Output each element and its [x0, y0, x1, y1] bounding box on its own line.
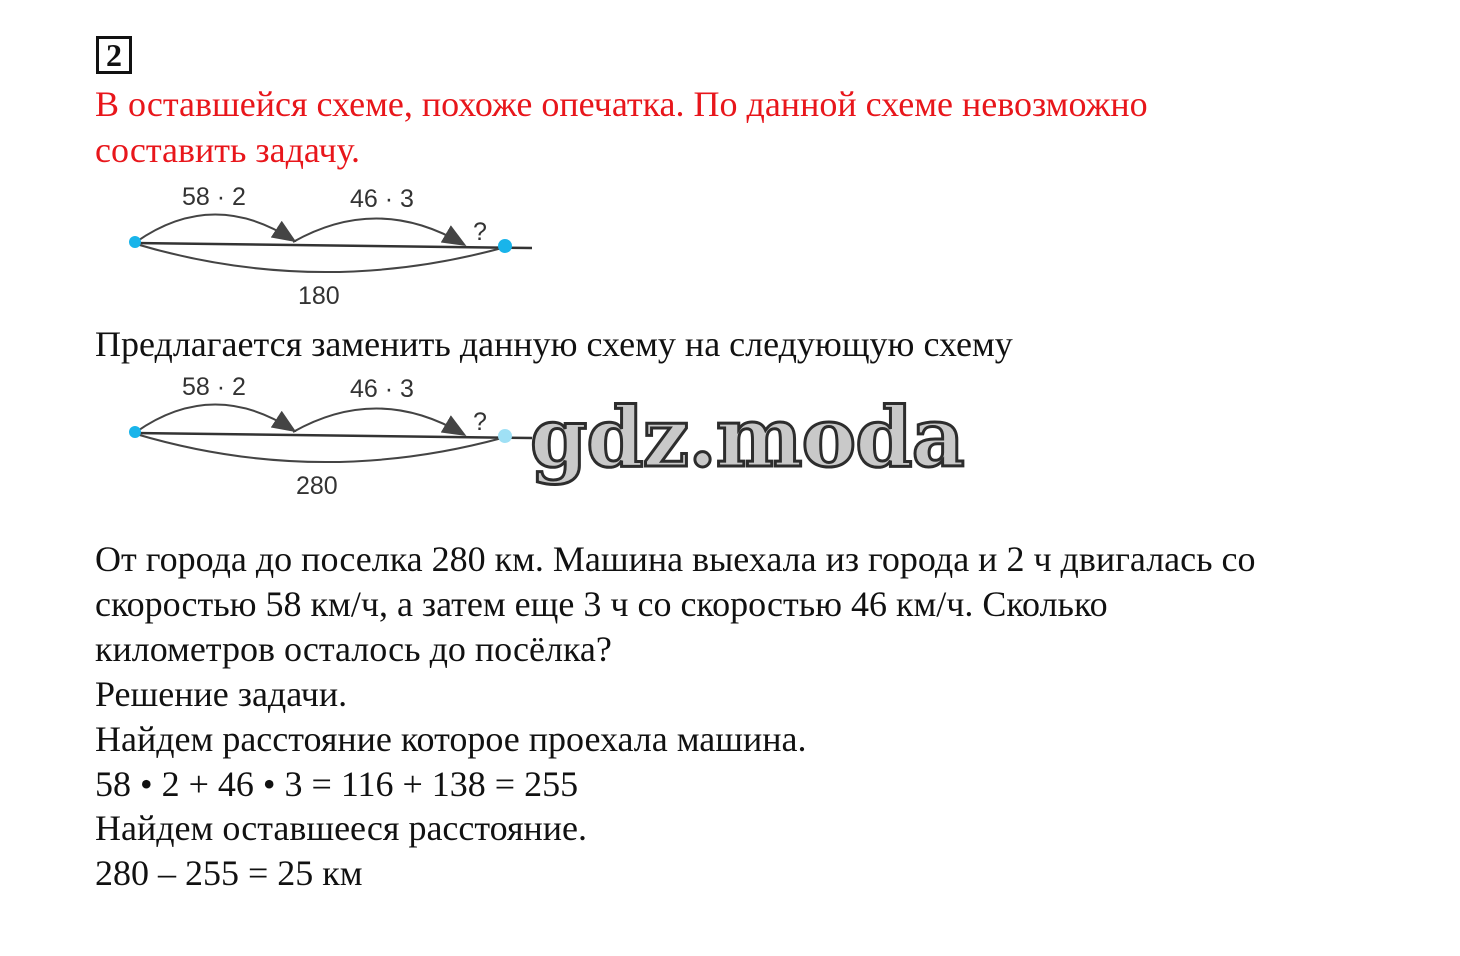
- scheme-proposed-label-2: 46 · 3: [350, 375, 414, 403]
- solution-calc-1: 58 • 2 + 46 • 3 = 116 + 138 = 255: [95, 764, 579, 804]
- note-line-1: В оставшейся схеме, похоже опечатка. По данной схеме невозможно: [95, 84, 1148, 124]
- scheme-original-arc-1: [136, 214, 293, 242]
- scheme-original-total: 180: [298, 282, 340, 310]
- scheme-proposed-start-dot: [129, 426, 141, 438]
- scheme-original: [118, 178, 548, 318]
- scheme-original-arc-2: [293, 218, 463, 244]
- scheme-original-start-dot: [129, 236, 141, 248]
- solution-heading: Решение задачи.: [95, 674, 348, 714]
- problem-line-2: скоростью 58 км/ч, а затем еще 3 ч со скоростью 46 км/ч. Сколько: [95, 584, 1108, 624]
- scheme-proposed-label-1: 58 · 2: [182, 373, 246, 401]
- scheme-original-end-dot: [498, 239, 512, 253]
- scheme-proposed-end-dot: [498, 429, 512, 443]
- scheme-original-label-2: 46 · 3: [350, 185, 414, 213]
- solution-step-1: Найдем расстояние которое проехала машина.: [95, 719, 807, 759]
- scheme-proposed-arc-2: [293, 408, 463, 434]
- task-number-box: 2: [96, 36, 132, 74]
- scheme-original-total-arc: [136, 244, 502, 272]
- scheme-proposed-unknown: ?: [473, 408, 487, 436]
- problem-line-3: километров осталось до посёлка?: [95, 629, 612, 669]
- scheme-proposed-total-arc: [136, 434, 502, 462]
- watermark-logo: gdz.moda: [530, 390, 964, 486]
- scheme-original-label-1: 58 · 2: [182, 183, 246, 211]
- solution-calc-2: 280 – 255 = 25 км: [95, 853, 363, 893]
- problem-line-1: От города до поселка 280 км. Машина выехала из города и 2 ч двигалась со: [95, 539, 1256, 579]
- proposal-text: Предлагается заменить данную схему на следующую схему: [95, 324, 1013, 364]
- scheme-proposed-arc-1: [136, 404, 293, 432]
- scheme-proposed-total: 280: [296, 472, 338, 500]
- scheme-original-unknown: ?: [473, 218, 487, 246]
- solution-step-2: Найдем оставшееся расстояние.: [95, 808, 588, 848]
- scheme-proposed: [118, 370, 548, 510]
- note-line-2: составить задачу.: [95, 130, 360, 170]
